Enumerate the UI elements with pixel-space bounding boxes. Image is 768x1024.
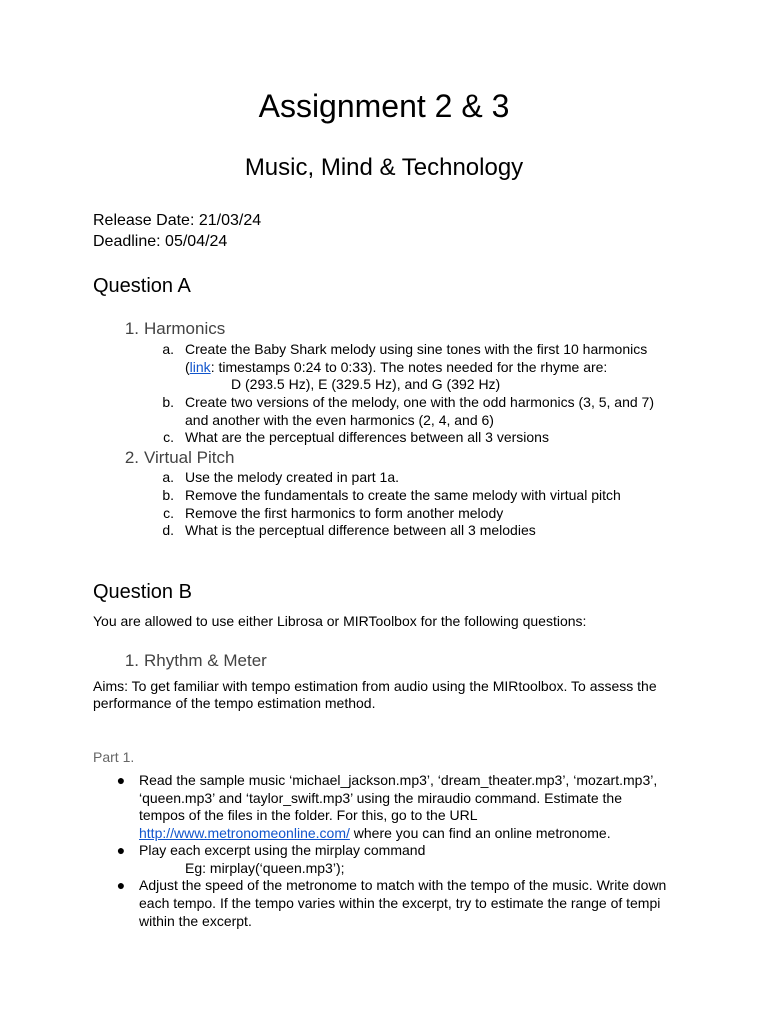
item-marker: b.: [162, 394, 174, 410]
virtual-pitch-item-d: [160, 522, 680, 540]
rhythm-meter-heading: [115, 650, 415, 672]
document-title: Assignment 2 & 3: [258, 88, 510, 124]
harmonics-item-c: [160, 429, 680, 447]
bullet-marker: ●: [116, 877, 126, 893]
part1-bullet-3-line3: within the excerpt.: [139, 912, 252, 929]
question-b-heading: Question B: [93, 581, 192, 603]
part1-bullet-1: [116, 772, 686, 790]
section-title: Harmonics: [144, 319, 226, 338]
part1-bullet-1-line3: tempos of the files in the folder. For this, go to the URL: [139, 807, 478, 823]
part-1-label: Part 1.: [93, 749, 135, 765]
item-marker: a.: [162, 469, 174, 485]
item-text: Create two versions of the melody, one with the odd harmonics (3, 5, and 7): [185, 394, 654, 410]
list-number: 2.: [124, 448, 139, 467]
part1-bullet-3-line2: each tempo. If the tempo varies within the excerpt, try to estimate the range of tempi: [139, 895, 661, 911]
section-title: Rhythm & Meter: [144, 651, 267, 670]
item-text: Remove the first harmonics to form another melody: [185, 505, 504, 521]
item-text: Play each excerpt using the mirplay command: [139, 842, 426, 858]
item-marker: d.: [162, 522, 174, 538]
part1-bullet-3: [116, 877, 686, 895]
item-marker: b.: [162, 487, 174, 503]
item-marker: c.: [163, 429, 174, 445]
harmonics-item-a-line2: [185, 359, 607, 377]
virtual-pitch-item-c: [160, 505, 680, 523]
part1-bullet-1-line2: ‘queen.mp3’ and ‘taylor_swift.mp3’ using the miraudio command. Estimate the: [139, 789, 622, 806]
item-text: : timestamps 0:24 to 0:33). The notes needed for the rhyme are:: [210, 358, 608, 375]
harmonics-item-b-line2: and another with the even harmonics (2, 4, and 6): [185, 411, 494, 428]
harmonics-heading: [115, 318, 415, 340]
item-text: What is the perceptual difference between all 3 melodies: [185, 522, 536, 538]
document-subtitle: Music, Mind & Technology: [244, 154, 524, 181]
aims-line2: performance of the tempo estimation method.: [93, 695, 376, 711]
item-text: Read the sample music ‘michael_jackson.mp3’, ‘dream_theater.mp3’, ‘mozart.mp3’,: [139, 772, 658, 788]
part1-bullet-2: [116, 842, 686, 860]
paren-text: (: [185, 358, 190, 375]
harmonics-notes-line: D (293.5 Hz), E (329.5 Hz), and G (392 Hz): [231, 376, 501, 392]
item-marker: c.: [163, 505, 174, 521]
list-number: 1.: [124, 319, 139, 338]
item-text: Create the Baby Shark melody using sine tones with the first 10 harmonics: [185, 341, 648, 357]
part1-bullet-1-line4: [139, 825, 611, 843]
baby-shark-link[interactable]: link: [189, 358, 211, 375]
deadline: Deadline: 05/04/24: [93, 233, 228, 250]
item-text: What are the perceptual differences between all 3 versions: [185, 429, 549, 445]
virtual-pitch-item-b: [160, 487, 680, 505]
question-a-heading: Question A: [93, 275, 191, 297]
item-marker: a.: [162, 341, 174, 357]
aims-line1: Aims: To get familiar with tempo estimation from audio using the MIRtoolbox. To assess the: [93, 677, 657, 694]
item-text: Use the melody created in part 1a.: [185, 469, 400, 485]
release-date: Release Date: 21/03/24: [93, 212, 262, 229]
virtual-pitch-heading: [115, 447, 415, 469]
harmonics-item-a: [160, 341, 680, 359]
item-text: where you can find an online metronome.: [349, 824, 611, 841]
harmonics-item-b: [160, 394, 680, 412]
metronome-link[interactable]: http://www.metronomeonline.com/: [139, 824, 350, 841]
section-title: Virtual Pitch: [144, 448, 235, 467]
virtual-pitch-item-a: [160, 469, 680, 487]
mirplay-example: Eg: mirplay(‘queen.mp3’);: [185, 859, 345, 876]
bullet-marker: ●: [116, 772, 126, 788]
item-text: Remove the fundamentals to create the same melody with virtual pitch: [185, 487, 621, 503]
item-text: Adjust the speed of the metronome to match with the tempo of the music. Write down: [139, 877, 667, 893]
question-b-intro: You are allowed to use either Librosa or MIRToolbox for the following questions:: [93, 613, 587, 629]
list-number: 1.: [124, 651, 139, 670]
bullet-marker: ●: [116, 842, 126, 858]
